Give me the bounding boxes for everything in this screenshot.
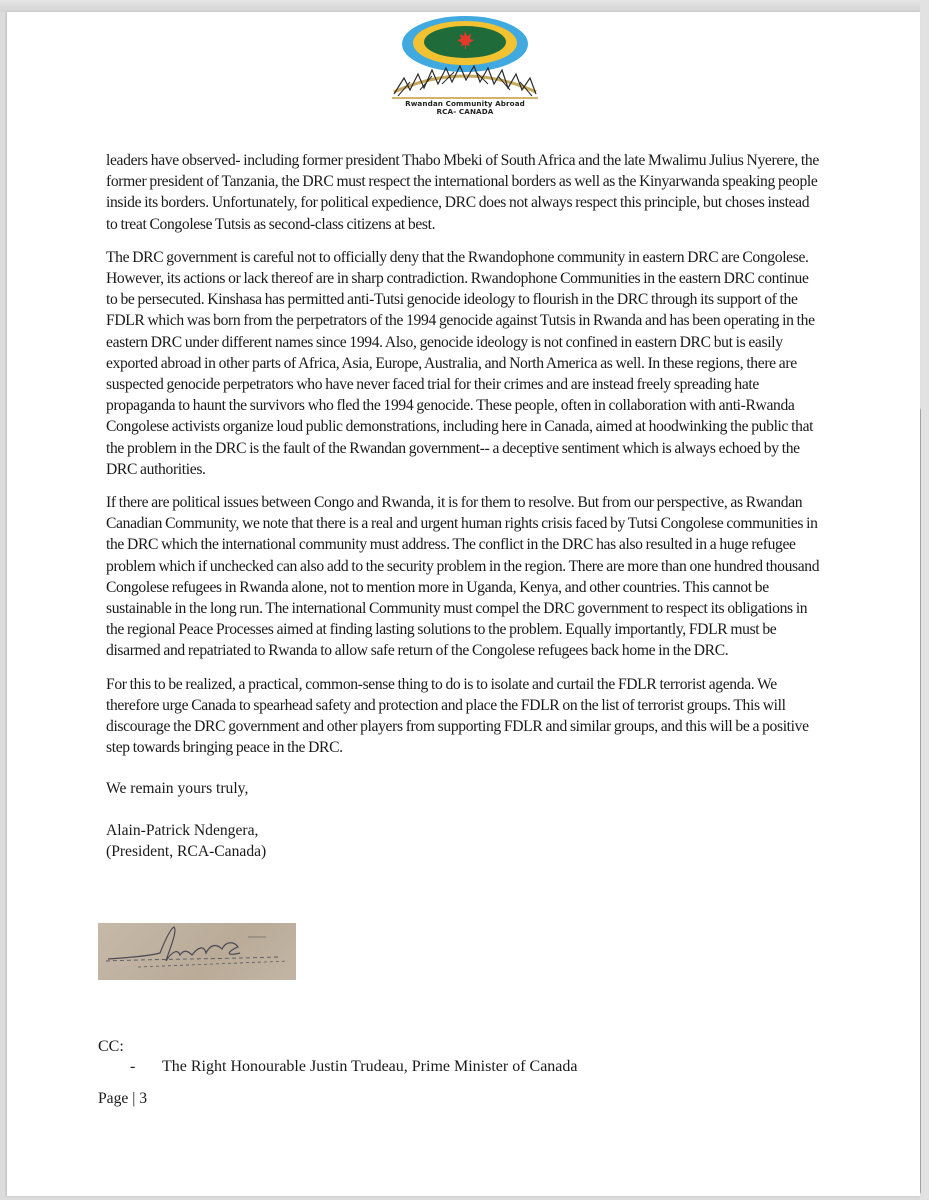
rca-canada-logo xyxy=(380,10,550,125)
letter-body xyxy=(106,150,821,770)
cc-label: CC: xyxy=(98,1038,124,1055)
signature-image xyxy=(98,923,296,980)
cc-bullet: - xyxy=(130,1058,136,1075)
cc-recipient-text: The Right Honourable Justin Trudeau, Prime Minister of Canada xyxy=(162,1058,578,1075)
paragraph: If there are political issues between Congo and Rwanda, it is for them to resolve. But from our perspective, as Rwandan Canadian Community, we note that there is a real and urgent human rights crisis faced by Tutsi Congolese communities in the DRC which the international community must address. The conflict in the DRC has also resulted in a huge refugee problem which if unchecked can also add to the security problem in the region. There are more than one hundred thousand Congolese refugees in Rwanda alone, not to mention more in Uganda, Kenya, and other countries. This cannot be sustainable in the long run. The international Community must compel the DRC government to respect its obligations in the regional Peace Processes aimed at finding lasting solutions to the problem. Equally importantly, FDLR must be disarmed and repatriated to Rwanda to allow safe return of the Congolese refugees back home in the DRC. xyxy=(106,494,820,660)
signer-name: Alain-Patrick Ndengera, xyxy=(106,822,259,839)
paragraph: The DRC government is careful not to officially deny that the Rwandophone community in eastern DRC are Congolese. However, its actions or lack thereof are in sharp contradiction. Rwandophone Communities in the eastern DRC continue to be persecuted. Kinshasa has permitted anti-Tutsi genocide ideology to flourish in the DRC through its support of the FDLR which was born from the perpetrators of the 1994 genocide against Tutsis in Rwanda and has been operating in the eastern DRC under different names since 1994. Also, genocide ideology is not confined in eastern DRC but is easily exported abroad in other parts of Africa, Asia, Europe, Australia, and North America as well. In these regions, there are suspected genocide perpetrators who have never faced trial for their crimes and are instead freely spreading hate propaganda to haunt the survivors who fled the 1994 genocide. These people, often in collaboration with anti-Rwanda Congolese activists organize loud public demonstrations, including here in Canada, aimed at hoodwinking the public that the problem in the DRC is the fault of the Rwandan government-- a deceptive sentiment which is always echoed by the DRC authorities. xyxy=(106,248,815,478)
scrollbar-track[interactable] xyxy=(920,0,929,1200)
cc-recipient xyxy=(130,1058,578,1076)
paragraph: For this to be realized, a practical, common-sense thing to do is to isolate and curtail the FDLR terrorist agenda. We therefore urge Canada to spearhead safety and protection and place the FDLR on the list of terrorist groups. This will discourage the DRC government and other players from supporting FDLR and similar groups, and this will be a positive step towards bringing peace in the DRC. xyxy=(106,675,809,757)
logo-emblem-icon xyxy=(380,10,550,102)
page-number: Page | 3 xyxy=(98,1090,148,1107)
logo-org-name: Rwandan Community Abroad xyxy=(405,99,525,108)
logo-org-acronym: RCA- CANADA xyxy=(436,107,494,116)
paragraph: leaders have observed- including former president Thabo Mbeki of South Africa and the late Mwalimu Julius Nyerere, the former president of Tanzania, the DRC must respect the international borders as well as the Kinyarwanda speaking people inside its borders. Unfortunately, for political expedience, DRC does not always respect this principle, but choses instead to treat Congolese Tutsis as second-class citizens at best. xyxy=(106,152,819,233)
letter-closing: We remain yours truly, xyxy=(106,780,249,797)
signer-block xyxy=(106,820,266,862)
signer-title: (President, RCA-Canada) xyxy=(106,843,267,860)
handwritten-signature-icon xyxy=(98,923,296,980)
